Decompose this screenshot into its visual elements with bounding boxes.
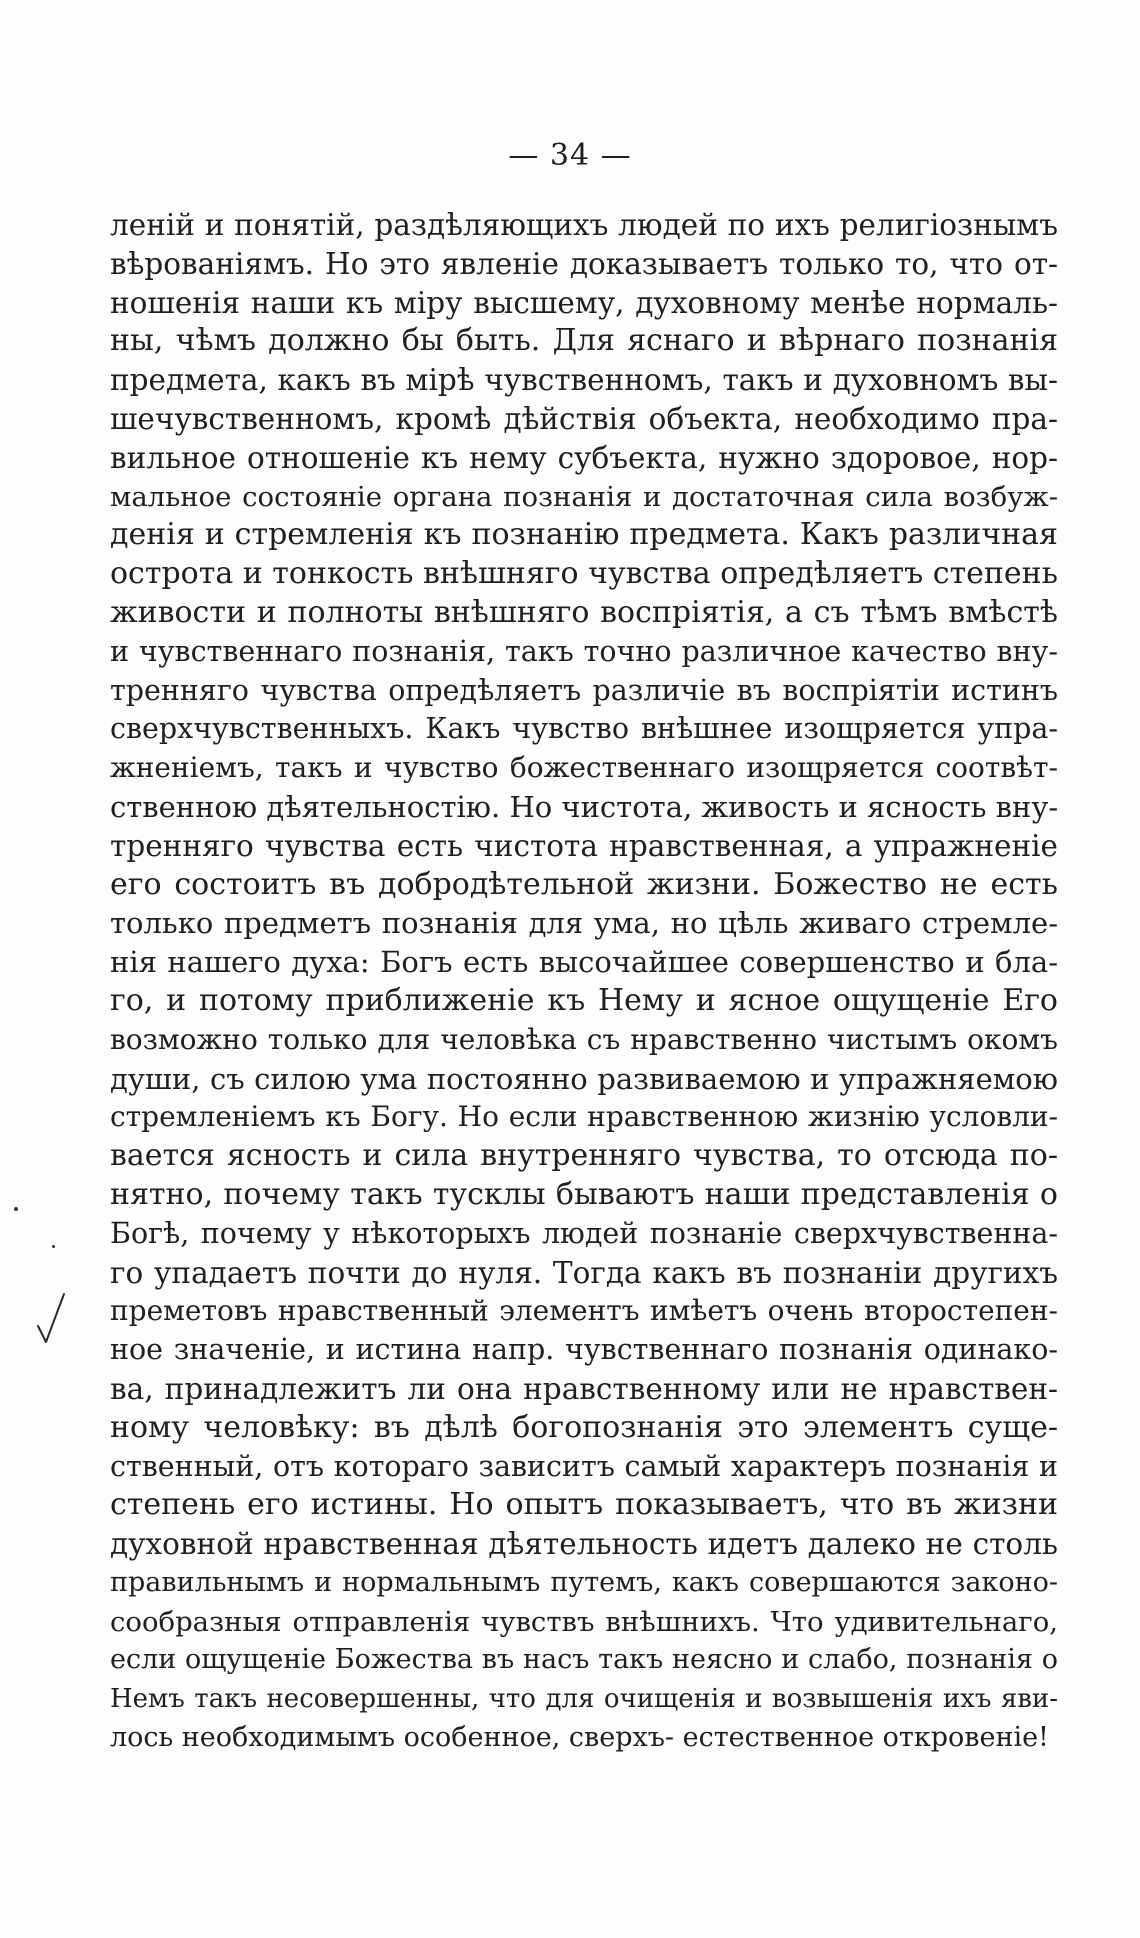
margin-speck (52, 1245, 55, 1248)
margin-speck (14, 1207, 18, 1211)
text-line: если ощущеніе Божества въ насъ такъ неясно и слабо, познанія о (110, 1644, 1058, 1676)
text-line: вѣрованіямъ. Но это явленіе доказываетъ только то, что от- (110, 246, 1058, 281)
text-line: тренняго чувства опредѣляетъ различіе въ воспріятіи истинъ (110, 673, 1058, 707)
text-line: ственный, отъ котораго зависитъ самый характеръ познанія и (110, 1449, 1058, 1483)
text-line: вается ясность и сила внутренняго чувства, то отсюда по- (110, 1138, 1058, 1174)
text-line: мальное состояніе органа познанія и достаточная сила возбуж- (110, 480, 1058, 513)
text-line: ны, чѣмъ должно бы быть. Для яснаго и вѣрнаго познанія (110, 323, 1058, 359)
text-line: денія и стремленія къ познанію предмета. Какъ различная (110, 517, 1058, 553)
text-line: ное значеніе, и истина напр. чувственнаго познанія одинако- (110, 1333, 1058, 1367)
text-line: жненіемъ, такъ и чувство божественнаго изощряется соотвѣт- (110, 751, 1058, 785)
text-line: возможно только для человѣка съ нравственно чистымъ окомъ (110, 1022, 1058, 1056)
text-line: сверхчувственныхъ. Какъ чувство внѣшнее изощряется упра- (110, 712, 1058, 746)
text-line: нія нашего духа: Богъ есть высочайшее совершенство и бла- (110, 945, 1058, 980)
text-line: предмета, какъ въ мірѣ чувственномъ, такъ и духовномъ вы- (110, 363, 1058, 398)
text-line: живости и полноты внѣшняго воспріятія, а съ тѣмъ вмѣстѣ (110, 594, 1058, 630)
text-line: правильнымъ и нормальнымъ путемъ, какъ совершаются законо- (110, 1566, 1058, 1598)
text-line: духовной нравственная дѣятельность идетъ далеко не столь (110, 1527, 1058, 1562)
text-line: ношенія наши къ міру высшему, духовному менѣе нормаль- (110, 285, 1058, 320)
text-line: тренняго чувства есть чистота нравственная, а упражненіе (110, 828, 1058, 863)
body-text (110, 206, 1058, 1758)
checkmark-icon (36, 1290, 66, 1346)
text-line: шечувственномъ, кромѣ дѣйствія объекта, необходимо пра- (110, 401, 1058, 436)
text-line: и чувственнаго познанія, такъ точно различное качество вну- (110, 634, 1058, 668)
text-line: леній и понятій, раздѣляющихъ людей по ихъ религіознымъ (110, 208, 1058, 242)
text-line: только предметъ познанія для ума, но цѣль живаго стремле- (110, 906, 1058, 941)
text-line: стремленіемъ къ Богу. Но если нравственною жизнію условли- (110, 1100, 1058, 1134)
text-line: преметовъ нравственный элементъ имѣетъ очень второстепен- (110, 1294, 1058, 1328)
text-line: лось необходимымъ особенное, сверхъ- естественное откровеніе! (110, 1722, 1049, 1754)
text-line: души, съ силою ума постоянно развиваемою и упражняемою (110, 1061, 1058, 1096)
text-line: сообразныя отправленія чувствъ внѣшнихъ. Что удивительнаго, (110, 1605, 1058, 1638)
text-line: ному человѣку: въ дѣлѣ богопознанія это элементъ суще- (110, 1409, 1058, 1445)
text-line: степень его истины. Но опытъ показываетъ, что въ жизни (110, 1487, 1058, 1523)
text-line: го упадаетъ почти до нуля. Тогда какъ въ познаніи другихъ (110, 1255, 1058, 1290)
text-line: го, и потому приближеніе къ Нему и ясное ощущеніе Его (110, 982, 1058, 1018)
text-line: его состоитъ въ добродѣтельной жизни. Божество не есть (110, 866, 1058, 902)
text-line: острота и тонкость внѣшняго чувства опредѣляетъ степень (110, 556, 1058, 592)
text-line: Богѣ, почему у нѣкоторыхъ людей познаніе сверхчувственна- (110, 1216, 1058, 1250)
page-number: — 34 — (508, 138, 632, 173)
text-line: ственною дѣятельностію. Но чистота, живость и ясность вну- (110, 789, 1058, 824)
text-line: нятно, почему такъ тусклы бываютъ наши представленія о (110, 1176, 1058, 1212)
text-line: вильное отношеніе къ нему субъекта, нужно здоровое, нор- (110, 440, 1058, 475)
text-line: Немъ такъ несовершенны, что для очищенія и возвышенія ихъ яви- (110, 1684, 1058, 1715)
text-line: ва, принадлежитъ ли она нравственному или не нравствен- (110, 1371, 1058, 1406)
